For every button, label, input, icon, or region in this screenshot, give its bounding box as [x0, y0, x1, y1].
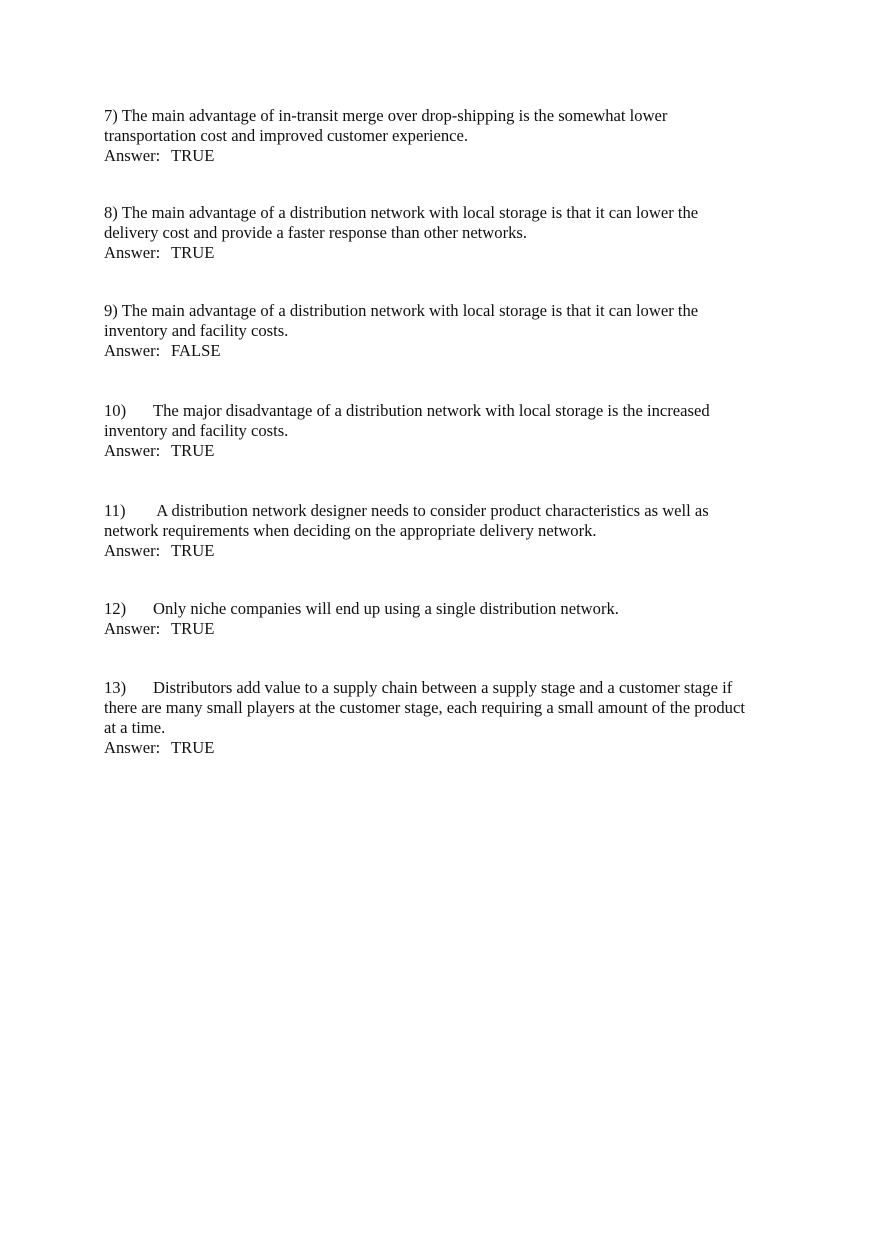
question-9	[104, 301, 804, 361]
answer-label: Answer:	[104, 619, 161, 638]
answer-value: FALSE	[171, 341, 221, 360]
answer-label: Answer:	[104, 243, 161, 262]
answer-label: Answer:	[104, 341, 161, 360]
question-12	[104, 599, 804, 639]
question-text	[104, 678, 784, 738]
question-text	[104, 301, 804, 341]
question-text	[104, 106, 804, 146]
answer-label: Answer:	[104, 738, 161, 757]
question-number: 11)	[104, 501, 126, 520]
question-line: inventory and facility costs.	[104, 321, 289, 340]
question-number: 7)	[104, 106, 118, 125]
question-11	[104, 501, 804, 561]
question-8	[104, 203, 804, 263]
question-text	[104, 401, 804, 441]
answer	[104, 541, 804, 561]
question-10	[104, 401, 804, 461]
question-number: 9)	[104, 301, 118, 320]
question-number: 8)	[104, 203, 118, 222]
question-text	[104, 501, 804, 541]
answer-label: Answer:	[104, 441, 161, 460]
question-number: 10)	[104, 401, 127, 420]
answer-label: Answer:	[104, 541, 161, 560]
answer-value: TRUE	[171, 541, 215, 560]
question-7	[104, 106, 804, 166]
question-number: 13)	[104, 678, 127, 697]
question-line: there are many small players at the customer stage, each requiring a small amount of the product	[104, 698, 745, 717]
question-line: transportation cost and improved customer experience.	[104, 126, 469, 145]
answer	[104, 146, 804, 166]
question-line: The main advantage of a distribution network with local storage is that it can lower the	[121, 301, 699, 320]
question-line: A distribution network designer needs to consider product characteristics as well as	[153, 501, 709, 520]
answer	[104, 341, 804, 361]
answer	[104, 738, 784, 758]
answer	[104, 441, 804, 461]
answer-value: TRUE	[171, 441, 215, 460]
question-line: The major disadvantage of a distribution network with local storage is the increased	[153, 401, 710, 420]
question-line: Only niche companies will end up using a single distribution network.	[153, 599, 619, 618]
question-line: The main advantage of in-transit merge over drop-shipping is the somewhat lower	[121, 106, 668, 125]
answer-value: TRUE	[171, 146, 215, 165]
question-line: Distributors add value to a supply chain between a supply stage and a customer stage if	[153, 678, 733, 697]
answer-label: Answer:	[104, 146, 161, 165]
answer-value: TRUE	[171, 243, 215, 262]
question-line: at a time.	[104, 718, 166, 737]
question-line: network requirements when deciding on the appropriate delivery network.	[104, 521, 597, 540]
question-line: The main advantage of a distribution network with local storage is that it can lower the	[121, 203, 699, 222]
answer	[104, 243, 804, 263]
question-13	[104, 678, 784, 758]
answer	[104, 619, 804, 639]
question-text	[104, 599, 804, 619]
question-number: 12)	[104, 599, 127, 618]
answer-value: TRUE	[171, 738, 215, 757]
answer-value: TRUE	[171, 619, 215, 638]
question-text	[104, 203, 804, 243]
question-line: delivery cost and provide a faster response than other networks.	[104, 223, 528, 242]
question-line: inventory and facility costs.	[104, 421, 289, 440]
